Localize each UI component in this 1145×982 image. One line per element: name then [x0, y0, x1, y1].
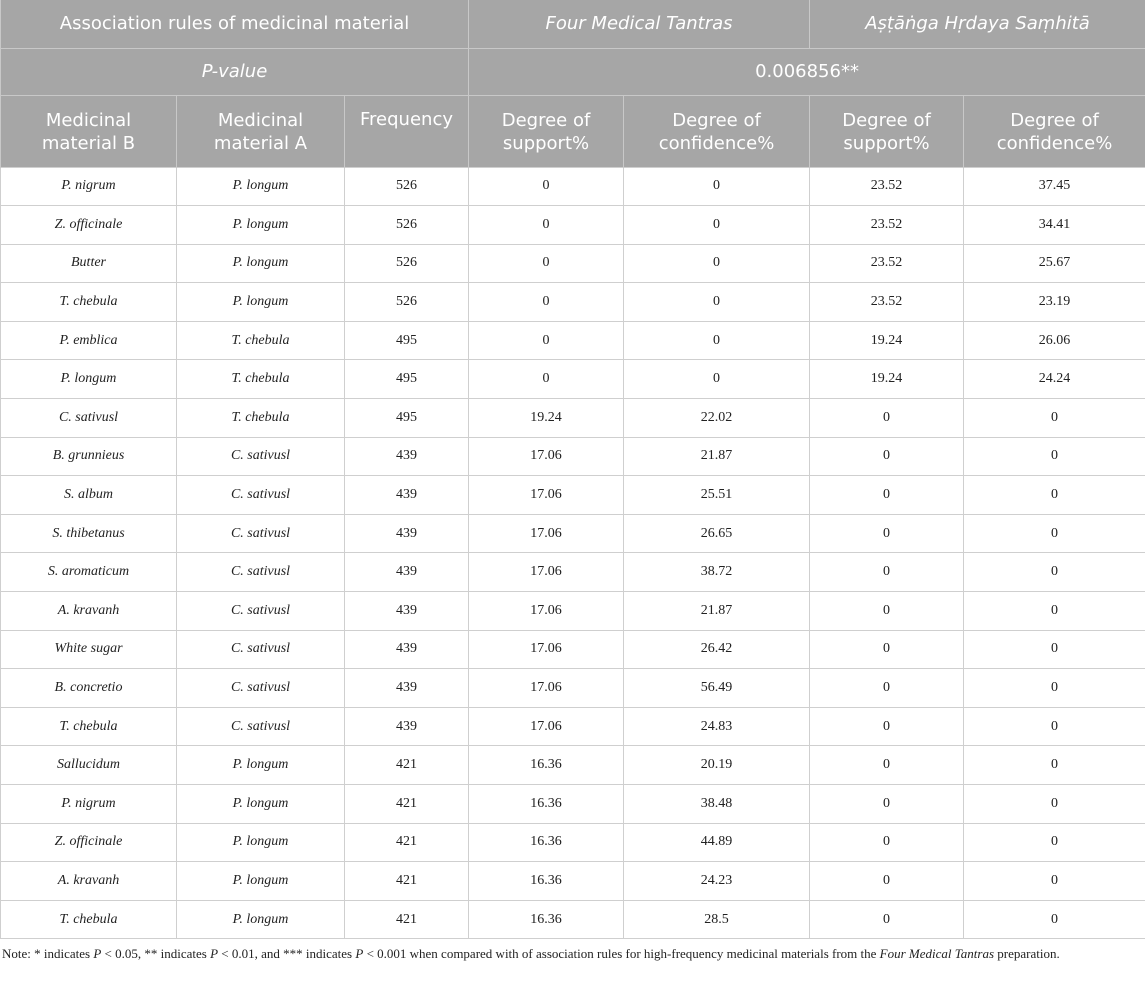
cell-support-2: 0	[810, 437, 964, 476]
cell-frequency: 421	[345, 823, 469, 862]
cell-confidence-1: 28.5	[624, 900, 810, 939]
book2-header: Aṣṭāṅga Hṛdaya Saṃhitā	[810, 0, 1145, 48]
cell-material-b: T. chebula	[1, 900, 177, 939]
cell-material-b: C. sativusl	[1, 399, 177, 438]
col-header-confidence-2-line1: Degree of	[1010, 110, 1099, 131]
cell-support-1: 17.06	[469, 707, 624, 746]
cell-support-2: 23.52	[810, 244, 964, 283]
cell-material-b: P. nigrum	[1, 785, 177, 824]
table-row	[1, 862, 1145, 901]
cell-confidence-2: 0	[964, 707, 1145, 746]
note-text2: < 0.01, and *** indicates	[218, 946, 356, 962]
cell-material-a: P. longum	[177, 862, 345, 901]
note-book: Four Medical Tantras	[879, 946, 995, 962]
cell-support-1: 17.06	[469, 514, 624, 553]
cell-confidence-1: 21.87	[624, 437, 810, 476]
cell-material-a: P. longum	[177, 746, 345, 785]
cell-support-1: 17.06	[469, 669, 624, 708]
cell-confidence-1: 0	[624, 244, 810, 283]
header-row-titles	[1, 0, 1145, 48]
cell-confidence-2: 0	[964, 823, 1145, 862]
cell-material-a: P. longum	[177, 244, 345, 283]
cell-material-b: T. chebula	[1, 283, 177, 322]
cell-confidence-2: 0	[964, 476, 1145, 515]
cell-frequency: 439	[345, 707, 469, 746]
cell-frequency: 421	[345, 862, 469, 901]
table-row	[1, 514, 1145, 553]
table-row	[1, 630, 1145, 669]
cell-material-b: B. concretio	[1, 669, 177, 708]
cell-frequency: 526	[345, 283, 469, 322]
cell-confidence-1: 24.83	[624, 707, 810, 746]
cell-support-2: 0	[810, 476, 964, 515]
col-header-material-b-line2: material B	[41, 133, 136, 154]
cell-confidence-1: 24.23	[624, 862, 810, 901]
note-p2: P	[210, 946, 219, 962]
cell-support-1: 0	[469, 167, 624, 206]
cell-material-b: S. thibetanus	[1, 514, 177, 553]
cell-support-1: 16.36	[469, 823, 624, 862]
cell-support-2: 0	[810, 514, 964, 553]
cell-material-b: Butter	[1, 244, 177, 283]
cell-material-a: T. chebula	[177, 360, 345, 399]
note-prefix: Note: * indicates	[2, 946, 94, 962]
table-header	[1, 0, 1145, 167]
cell-support-1: 17.06	[469, 437, 624, 476]
cell-support-2: 23.52	[810, 283, 964, 322]
pvalue-value: 0.006856**	[469, 48, 1145, 95]
cell-material-a: P. longum	[177, 167, 345, 206]
table-row	[1, 707, 1145, 746]
cell-material-b: P. emblica	[1, 321, 177, 360]
cell-support-2: 0	[810, 592, 964, 631]
cell-material-a: C. sativusl	[177, 592, 345, 631]
col-header-support-2-line2: support%	[843, 133, 930, 154]
cell-confidence-2: 0	[964, 900, 1145, 939]
cell-support-1: 17.06	[469, 592, 624, 631]
cell-frequency: 439	[345, 592, 469, 631]
note-suffix: preparation.	[994, 946, 1060, 962]
col-header-support-1-line1: Degree of	[501, 110, 591, 131]
cell-support-1: 16.36	[469, 900, 624, 939]
table-row	[1, 360, 1145, 399]
cell-material-a: P. longum	[177, 900, 345, 939]
cell-confidence-2: 0	[964, 785, 1145, 824]
header-row-pvalue	[1, 48, 1145, 95]
cell-support-2: 0	[810, 630, 964, 669]
cell-material-b: P. nigrum	[1, 167, 177, 206]
cell-confidence-2: 25.67	[964, 244, 1145, 283]
cell-support-2: 23.52	[810, 167, 964, 206]
table-row	[1, 399, 1145, 438]
cell-confidence-1: 0	[624, 360, 810, 399]
table-row	[1, 785, 1145, 824]
cell-material-b: B. grunnieus	[1, 437, 177, 476]
cell-support-1: 17.06	[469, 630, 624, 669]
cell-material-a: P. longum	[177, 206, 345, 245]
cell-frequency: 439	[345, 630, 469, 669]
table-row	[1, 167, 1145, 206]
cell-support-2: 19.24	[810, 360, 964, 399]
note-text1: < 0.05, ** indicates	[101, 946, 211, 962]
cell-confidence-1: 38.48	[624, 785, 810, 824]
col-header-material-a-line2: material A	[213, 133, 308, 154]
cell-material-a: C. sativusl	[177, 630, 345, 669]
col-header-frequency: Frequency	[345, 95, 469, 167]
cell-material-b: P. longum	[1, 360, 177, 399]
cell-confidence-2: 24.24	[964, 360, 1145, 399]
cell-material-b: T. chebula	[1, 707, 177, 746]
pvalue-label: P-value	[1, 48, 469, 95]
col-header-material-a-line1: Medicinal	[217, 110, 304, 131]
table-row	[1, 244, 1145, 283]
cell-material-a: P. longum	[177, 283, 345, 322]
col-header-support-2-line1: Degree of	[842, 110, 931, 131]
cell-frequency: 526	[345, 244, 469, 283]
table-row	[1, 823, 1145, 862]
cell-frequency: 421	[345, 900, 469, 939]
col-header-confidence-2	[964, 95, 1145, 167]
cell-confidence-2: 37.45	[964, 167, 1145, 206]
cell-support-1: 19.24	[469, 399, 624, 438]
cell-material-a: P. longum	[177, 823, 345, 862]
cell-frequency: 421	[345, 785, 469, 824]
cell-material-a: C. sativusl	[177, 476, 345, 515]
cell-confidence-2: 0	[964, 630, 1145, 669]
cell-material-a: T. chebula	[177, 321, 345, 360]
table-row	[1, 553, 1145, 592]
table-row	[1, 669, 1145, 708]
cell-support-2: 0	[810, 900, 964, 939]
cell-support-2: 0	[810, 785, 964, 824]
cell-frequency: 439	[345, 514, 469, 553]
cell-confidence-1: 26.42	[624, 630, 810, 669]
col-header-material-a	[177, 95, 345, 167]
cell-confidence-2: 0	[964, 553, 1145, 592]
cell-material-b: A. kravanh	[1, 592, 177, 631]
cell-material-a: C. sativusl	[177, 707, 345, 746]
cell-confidence-1: 44.89	[624, 823, 810, 862]
cell-frequency: 439	[345, 669, 469, 708]
cell-confidence-1: 0	[624, 206, 810, 245]
col-header-material-b-line1: Medicinal	[45, 110, 132, 131]
cell-confidence-2: 23.19	[964, 283, 1145, 322]
cell-confidence-2: 0	[964, 862, 1145, 901]
cell-confidence-1: 0	[624, 321, 810, 360]
table-row	[1, 206, 1145, 245]
cell-confidence-2: 0	[964, 669, 1145, 708]
cell-frequency: 526	[345, 206, 469, 245]
cell-support-1: 0	[469, 283, 624, 322]
cell-support-1: 0	[469, 360, 624, 399]
table-row	[1, 437, 1145, 476]
col-header-support-1-line2: support%	[502, 133, 590, 154]
cell-frequency: 495	[345, 360, 469, 399]
cell-confidence-1: 0	[624, 283, 810, 322]
cell-support-2: 0	[810, 862, 964, 901]
cell-support-1: 0	[469, 321, 624, 360]
cell-confidence-1: 26.65	[624, 514, 810, 553]
table-row	[1, 321, 1145, 360]
cell-material-b: Z. officinale	[1, 823, 177, 862]
table-row	[1, 592, 1145, 631]
cell-support-1: 0	[469, 206, 624, 245]
cell-material-b: Z. officinale	[1, 206, 177, 245]
cell-frequency: 439	[345, 437, 469, 476]
cell-material-b: S. aromaticum	[1, 553, 177, 592]
col-header-support-1	[469, 95, 624, 167]
cell-confidence-1: 56.49	[624, 669, 810, 708]
cell-material-b: S. album	[1, 476, 177, 515]
cell-confidence-1: 25.51	[624, 476, 810, 515]
cell-support-2: 0	[810, 553, 964, 592]
table-row	[1, 476, 1145, 515]
cell-support-1: 16.36	[469, 862, 624, 901]
book1-header: Four Medical Tantras	[469, 0, 810, 48]
col-header-material-b	[1, 95, 177, 167]
table-row	[1, 283, 1145, 322]
cell-confidence-2: 0	[964, 592, 1145, 631]
col-header-confidence-2-line2: confidence%	[996, 133, 1113, 154]
cell-confidence-2: 0	[964, 399, 1145, 438]
cell-confidence-2: 0	[964, 746, 1145, 785]
cell-confidence-1: 21.87	[624, 592, 810, 631]
cell-material-a: C. sativusl	[177, 669, 345, 708]
table-note	[0, 939, 1145, 964]
cell-support-1: 16.36	[469, 785, 624, 824]
col-header-confidence-1	[624, 95, 810, 167]
cell-support-2: 0	[810, 707, 964, 746]
cell-support-2: 0	[810, 746, 964, 785]
cell-support-1: 0	[469, 244, 624, 283]
cell-support-2: 0	[810, 399, 964, 438]
cell-material-a: T. chebula	[177, 399, 345, 438]
cell-frequency: 439	[345, 476, 469, 515]
cell-confidence-2: 0	[964, 437, 1145, 476]
cell-confidence-2: 26.06	[964, 321, 1145, 360]
col-header-confidence-1-line2: confidence%	[658, 133, 775, 154]
cell-material-a: P. longum	[177, 785, 345, 824]
cell-frequency: 421	[345, 746, 469, 785]
cell-material-b: Sallucidum	[1, 746, 177, 785]
cell-support-2: 23.52	[810, 206, 964, 245]
cell-material-a: C. sativusl	[177, 514, 345, 553]
cell-confidence-2: 0	[964, 514, 1145, 553]
cell-frequency: 439	[345, 553, 469, 592]
header-row-columns	[1, 95, 1145, 167]
cell-frequency: 495	[345, 321, 469, 360]
note-p1: P	[93, 946, 102, 962]
cell-confidence-1: 22.02	[624, 399, 810, 438]
cell-support-1: 17.06	[469, 476, 624, 515]
cell-frequency: 526	[345, 167, 469, 206]
cell-confidence-1: 20.19	[624, 746, 810, 785]
cell-confidence-1: 38.72	[624, 553, 810, 592]
note-text3: < 0.001 when compared with of association rules for high-frequency medicinal materials from the	[363, 946, 880, 962]
cell-support-1: 17.06	[469, 553, 624, 592]
cell-support-2: 19.24	[810, 321, 964, 360]
cell-confidence-2: 34.41	[964, 206, 1145, 245]
table-row	[1, 900, 1145, 939]
table-body	[1, 167, 1145, 939]
cell-frequency: 495	[345, 399, 469, 438]
col-header-confidence-1-line1: Degree of	[672, 110, 761, 131]
table-title-cell: Association rules of medicinal material	[1, 0, 469, 48]
col-header-support-2	[810, 95, 964, 167]
note-p3: P	[355, 946, 364, 962]
cell-material-a: C. sativusl	[177, 437, 345, 476]
cell-support-2: 0	[810, 669, 964, 708]
table-row	[1, 746, 1145, 785]
cell-material-a: C. sativusl	[177, 553, 345, 592]
cell-support-2: 0	[810, 823, 964, 862]
cell-material-b: A. kravanh	[1, 862, 177, 901]
cell-support-1: 16.36	[469, 746, 624, 785]
cell-confidence-1: 0	[624, 167, 810, 206]
cell-material-b: White sugar	[1, 630, 177, 669]
